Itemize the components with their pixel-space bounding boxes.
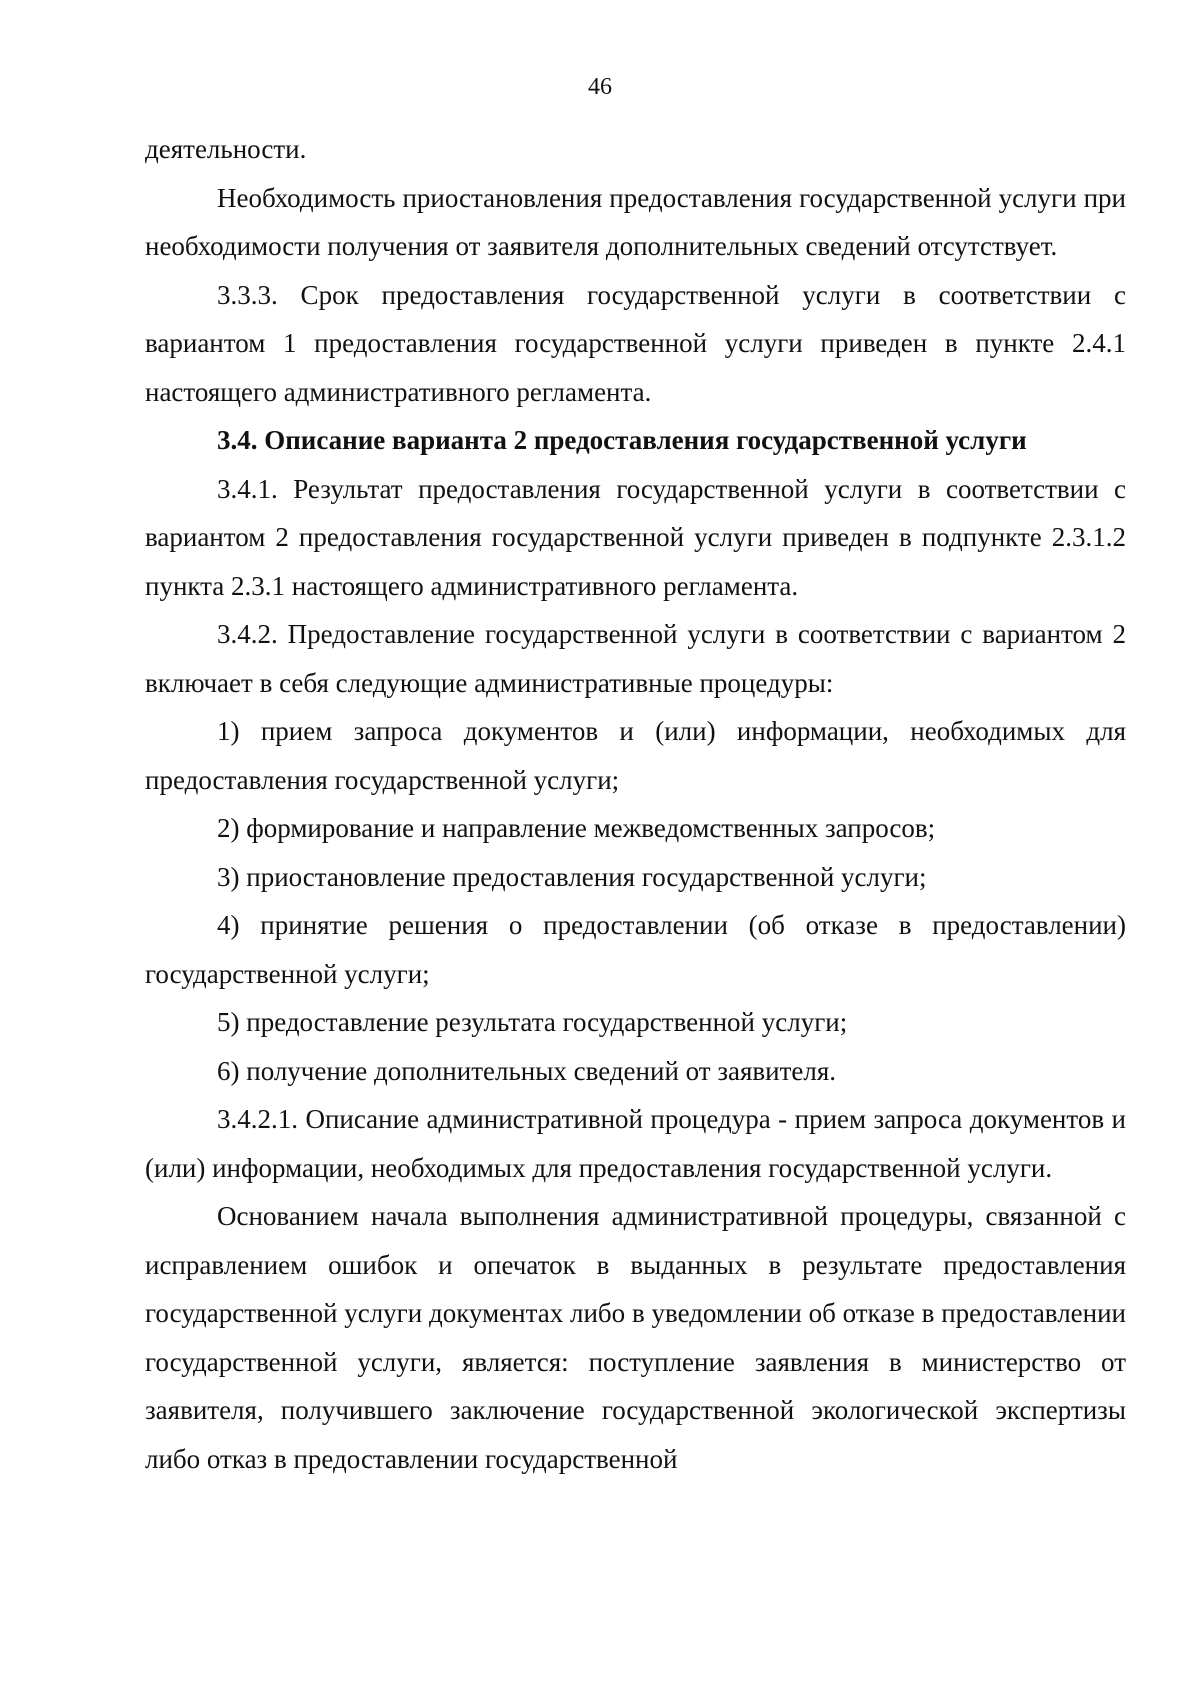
document-body xyxy=(145,125,1126,1483)
paragraph-3-4-2-1: 3.4.2.1. Описание административной процедура - прием запроса документов и (или) информации, необходимых для предоставления государственной услуги. xyxy=(145,1104,1126,1183)
list-item-5: 5) предоставление результата государственной услуги; xyxy=(217,1007,848,1037)
paragraph-continuation: деятельности. xyxy=(145,134,307,164)
list-item-2: 2) формирование и направление межведомственных запросов; xyxy=(217,813,936,843)
page-number: 46 xyxy=(588,74,612,100)
list-item-3: 3) приостановление предоставления государственной услуги; xyxy=(217,861,927,892)
paragraph-3-4-2: 3.4.2. Предоставление государственной услуги в соответствии с вариантом 2 включает в себя следующие административные процедуры: xyxy=(145,619,1126,698)
paragraph-suspension: Необходимость приостановления предоставления государственной услуги при необходимости получения от заявителя дополнительных сведений отсутствует. xyxy=(145,182,1126,261)
paragraph-grounds: Основанием начала выполнения административной процедуры, связанной с исправлением ошибок и опечаток в выданных в результате предоставления государственной услуги документах либо в уведомлении об отказе в предоставлении государственной услуги, является: поступление заявления в министерство от заявителя, получившего заключение государственной экологической экспертизы либо отказ в предоставлении государственной xyxy=(145,1201,1126,1474)
list-item-4: 4) принятие решения о предоставлении (об отказе в предоставлении) государственной услуги; xyxy=(145,910,1126,989)
list-item-6: 6) получение дополнительных сведений от заявителя. xyxy=(217,1055,837,1086)
paragraph-3-4-1: 3.4.1. Результат предоставления государственной услуги в соответствии с вариантом 2 предоставления государственной услуги приведен в подпункте 2.3.1.2 пункта 2.3.1 настоящего административного регламента. xyxy=(145,473,1126,601)
section-heading-3-4: 3.4. Описание варианта 2 предоставления государственной услуги xyxy=(217,425,1027,455)
paragraph-3-3-3: 3.3.3. Срок предоставления государственной услуги в соответствии с вариантом 1 предоставления государственной услуги приведен в пункте 2.4.1 настоящего административного регламента. xyxy=(145,279,1126,407)
list-item-1: 1) прием запроса документов и (или) информации, необходимых для предоставления государственной услуги; xyxy=(145,716,1126,795)
